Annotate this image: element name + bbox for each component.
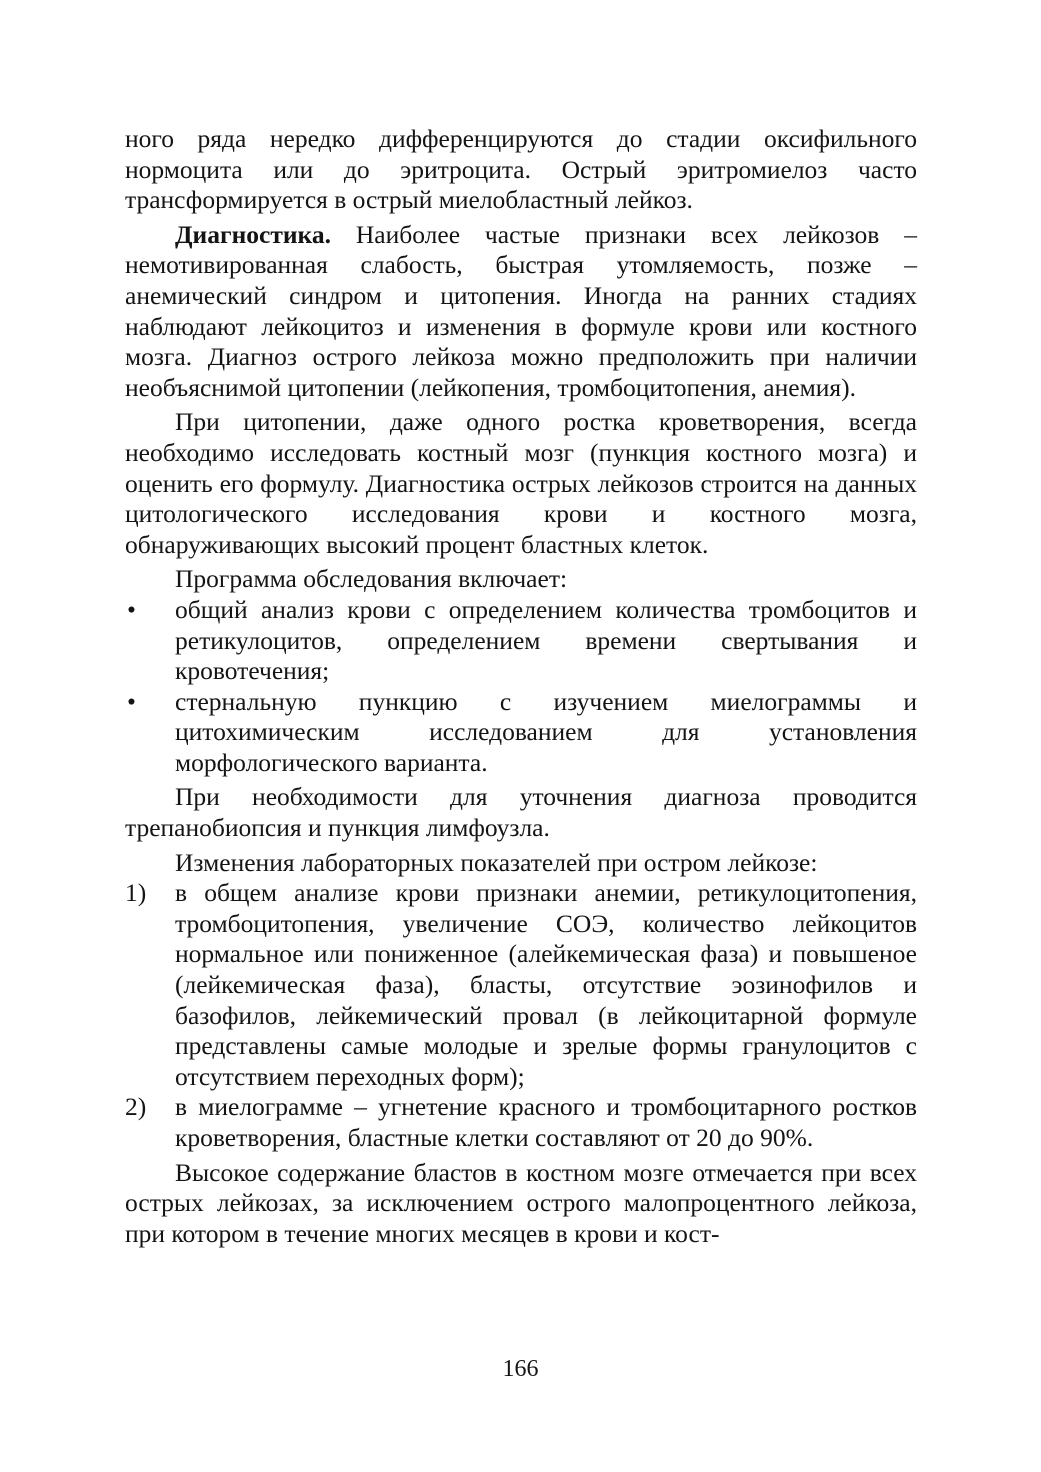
bullet-marker: •	[127, 594, 136, 624]
bullet-list-program	[125, 595, 917, 779]
list-item	[125, 595, 917, 687]
list-item-text: общий анализ крови с определением количества тромбоцитов и ретикулоцитов, определением времени свертывания и кровотечения;	[175, 594, 917, 686]
paragraph-blasts: Высокое содержание бластов в костном мозге отмечается при всех острых лейкозах, за исключением острого малопроцентного лейкоза, при котором в течение многих месяцев в крови и кост-	[125, 1157, 917, 1248]
paragraph-diagnostics	[125, 220, 917, 404]
number-marker: 1)	[125, 878, 147, 908]
list-item	[125, 1092, 917, 1153]
list-item-text: в общем анализе крови признаки анемии, ретикулоцитопения, тромбоцитопения, увеличение СОЭ, количество лейкоцитов нормальное или пониженное (алейкемическая фаза) и повышеное (лейкемическая фаза), бласты, отсутствие эозинофилов и базофилов, лейкемический провал (в лейкоцитарной формуле представлены самые молодые и зрелые формы гранулоцитов с отсутствием переходных форм);	[175, 878, 917, 1091]
page-number: 166	[502, 1356, 539, 1382]
paragraph-lab-changes-intro: Изменения лабораторных показателей при остром лейкозе:	[175, 847, 818, 877]
paragraph-program-intro: Программа обследования включает:	[175, 564, 568, 594]
paragraph-continuation: ного ряда нередко дифференцируются до стадии оксифильного нормоцита или до эритроцита. Острый эритромиелоз часто трансформируется в острый миелобластный лейкоз.	[125, 124, 917, 215]
bullet-marker: •	[127, 686, 136, 716]
section-heading-diagnostics: Диагностика.	[175, 219, 331, 249]
list-item	[125, 878, 917, 1092]
list-item-text: стернальную пункцию с изучением миелограммы и цитохимическим исследованием для установления морфологического варианта.	[175, 686, 917, 777]
number-marker: 2)	[125, 1092, 147, 1122]
page-body	[125, 124, 917, 1249]
paragraph-diagnostics-text: Наиболее частые признаки всех лейкозов – немотивированная слабость, быстрая утомляемость, позже – анемический синдром и цитопения. Иногда на ранних стадиях наблюдают лейкоцитоз и изменения в формуле крови или костного мозга. Диагноз острого лейкоза можно предположить при наличии необъяснимой цитопении (лейкопения, тромбоцитопения, анемия).	[125, 219, 917, 402]
list-item	[125, 687, 917, 779]
list-item-text: в миелограмме – угнетение красного и тромбоцитарного ростков кроветворения, бластные клетки составляют от 20 до 90%.	[175, 1092, 917, 1152]
paragraph-trepanobiopsy: При необходимости для уточнения диагноза проводится трепанобиопсия и пункция лимфоузла.	[125, 782, 917, 843]
numbered-list-lab-changes	[125, 878, 917, 1153]
paragraph-cytopenia: При цитопении, даже одного ростка кроветворения, всегда необходимо исследовать костный мозг (пункция костного мозга) и оценить его формулу. Диагностика острых лейкозов строится на данных цитологического исследования крови и костного мозга, обнаруживающих высокий процент бластных клеток.	[125, 407, 917, 559]
